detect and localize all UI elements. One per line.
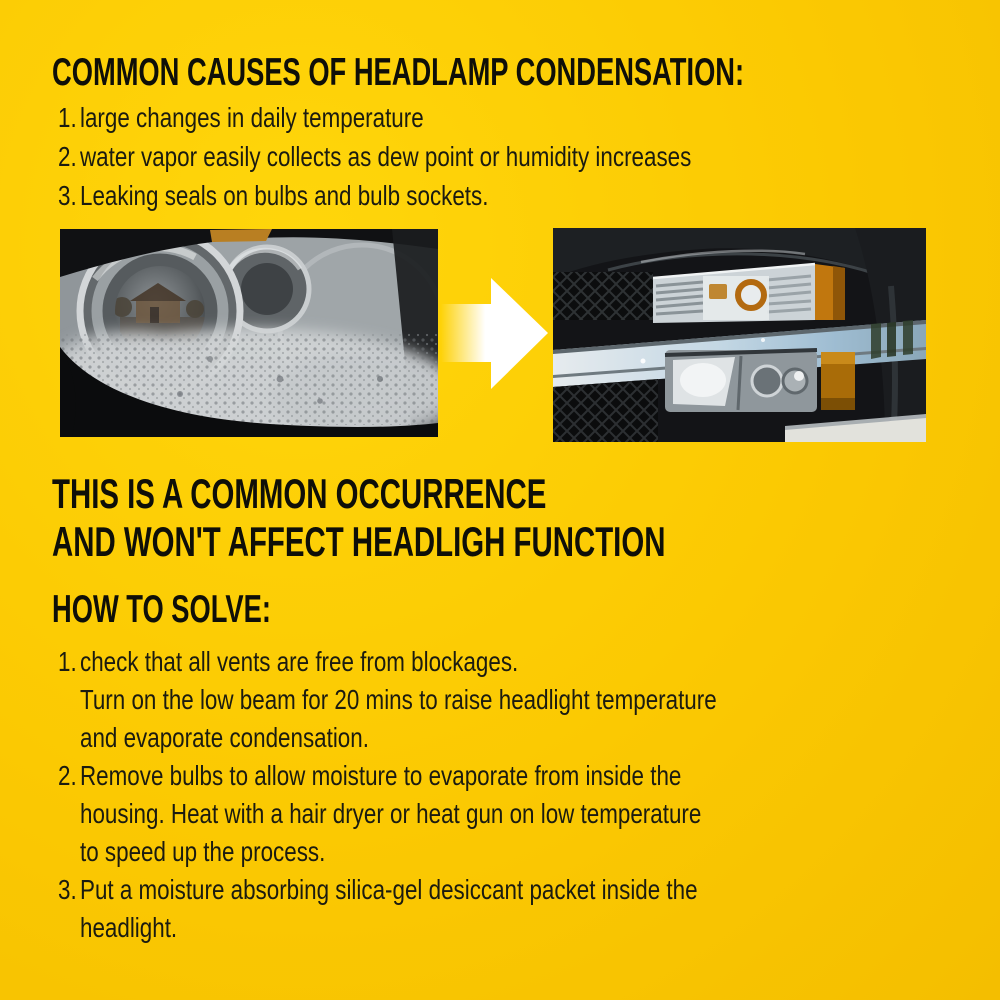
cause-item-number: 1. [58,102,77,133]
notice-heading [52,470,928,566]
solve-item-line-text: headlight. [80,912,178,943]
after-photo-clean-headlamp [553,228,926,442]
right-arrow-glyph [441,278,548,389]
solve-item-line [80,909,876,947]
solve-item-line-text: and evaporate condensation. [80,722,369,753]
cause-item-number: 2. [58,141,77,172]
solve-item-line [80,757,876,795]
solve-item-line-text: housing. Heat with a hair dryer or heat gun on low temperature [80,798,702,829]
causes-heading [52,53,1000,92]
solve-item-line-text: check that all vents are free from blockages. [80,646,519,677]
notice-line1: THIS IS A COMMON OCCURRENCE [52,470,547,517]
cause-item [58,137,844,176]
solve-item [58,643,876,757]
solve-item-line-text: Put a moisture absorbing silica-gel desiccant packet inside the [80,874,698,905]
solve-list [58,643,876,947]
solve-item-line [80,643,876,681]
cause-item-number: 3. [58,180,77,211]
solve-item-line [80,833,876,871]
causes-list [58,98,844,215]
cause-item-text: large changes in daily temperature [80,102,424,133]
solve-item-line-text: Remove bulbs to allow moisture to evaporate from inside the [80,760,682,791]
cause-item [58,98,844,137]
solve-item-line-text: Turn on the low beam for 20 mins to raise headlight temperature [80,684,717,715]
solve-item-line [80,871,876,909]
solve-heading-text: HOW TO SOLVE: [52,588,271,631]
solve-item-line [80,719,876,757]
solve-item-number: 1. [58,646,77,677]
right-arrow-icon [441,278,548,389]
solve-item [58,871,876,947]
cause-item-text: Leaking seals on bulbs and bulb sockets. [80,180,489,211]
before-after-comparison [60,228,926,442]
solve-item-line-text: to speed up the process. [80,836,326,867]
cause-item-text: water vapor easily collects as dew point or humidity increases [80,141,692,172]
solve-item-number: 2. [58,760,77,791]
cause-item [58,176,844,215]
notice-line2: AND WON'T AFFECT HEADLIGH FUNCTION [52,518,666,565]
solve-item-number: 3. [58,874,77,905]
solve-item [58,757,876,871]
condensed-headlamp-illustration [60,229,438,437]
before-photo-condensed-headlamp [60,229,438,437]
clean-headlamp-illustration [553,228,926,442]
causes-heading-text: COMMON CAUSES OF HEADLAMP CONDENSATION: [52,51,745,94]
solve-item-line [80,681,876,719]
solve-heading [52,590,365,629]
solve-item-line [80,795,876,833]
